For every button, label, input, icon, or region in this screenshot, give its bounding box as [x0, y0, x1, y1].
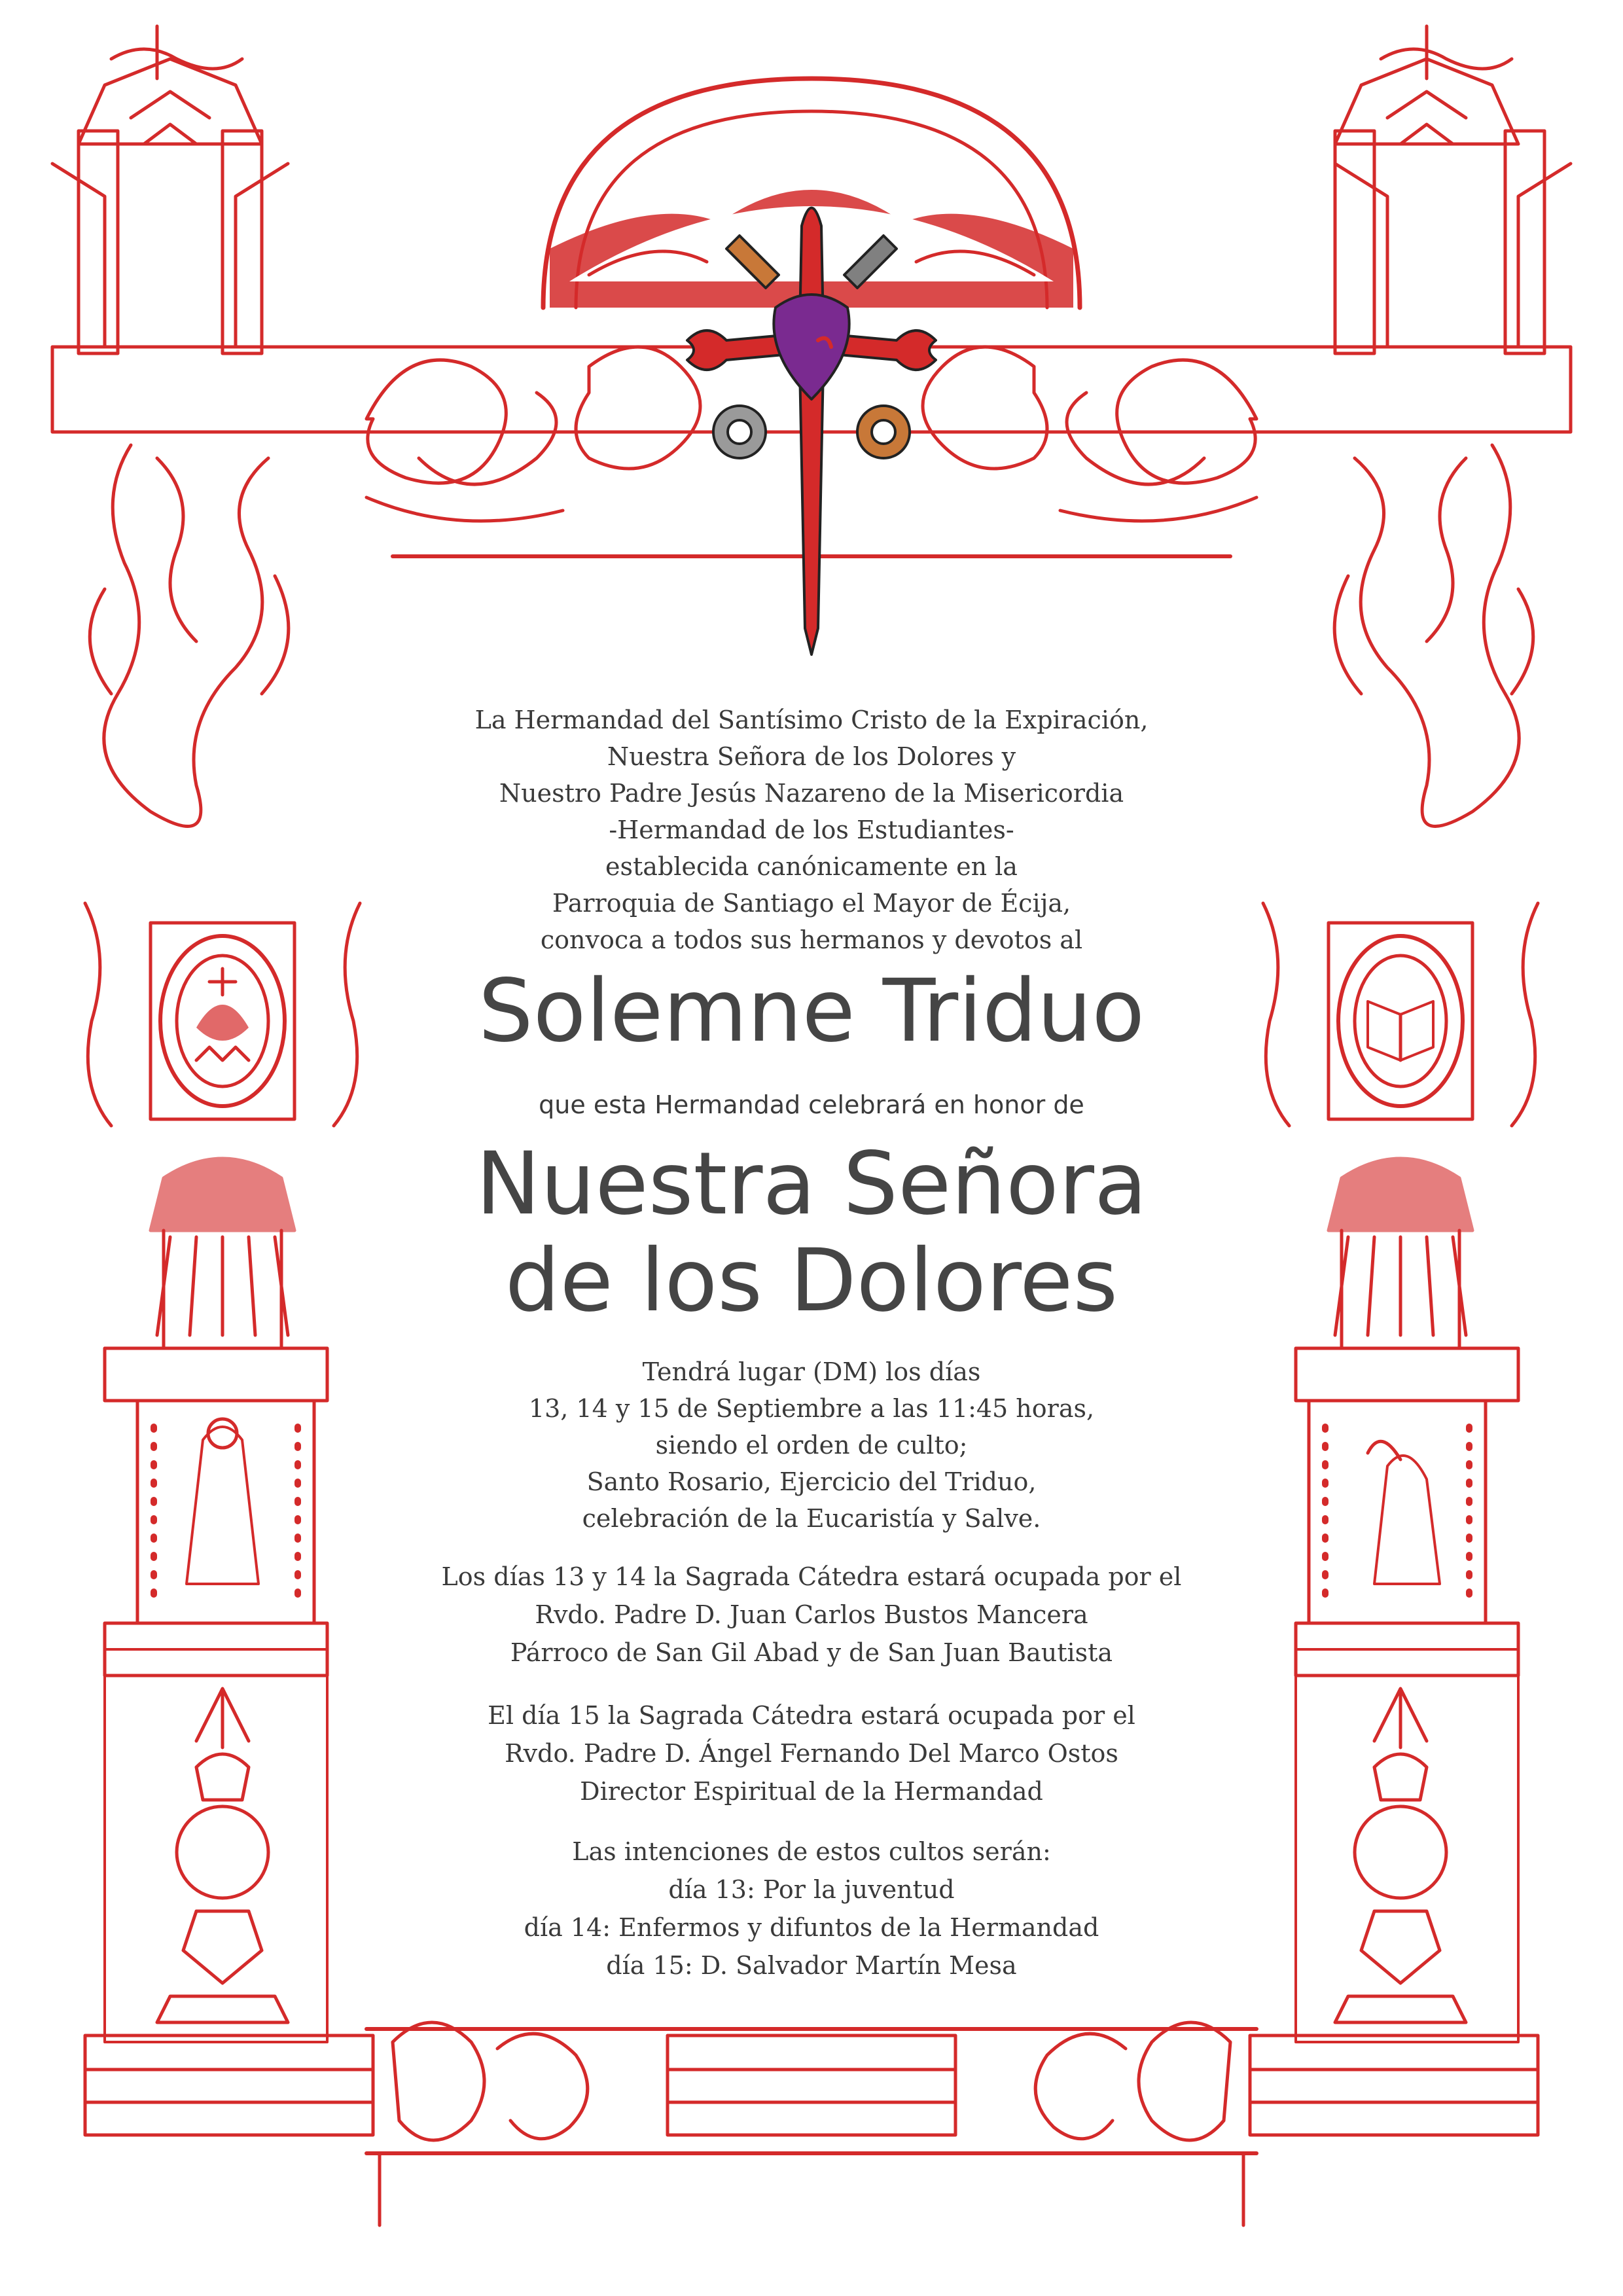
intentions-text — [366, 1833, 1257, 1984]
schedule-text — [366, 1354, 1257, 1537]
preacher-line: Rvdo. Padre D. Ángel Fernando Del Marco Ostos — [505, 1739, 1118, 1768]
schedule-line: Tendrá lugar (DM) los días — [642, 1357, 981, 1386]
preacher-line: Párroco de San Gil Abad y de San Juan Bautista — [510, 1638, 1113, 1667]
intro-line: establecida canónicamente en la — [605, 852, 1018, 881]
schedule-line: Santo Rosario, Ejercicio del Triduo, — [586, 1467, 1037, 1496]
schedule-line: 13, 14 y 15 de Septiembre a las 11:45 horas, — [528, 1394, 1095, 1423]
intentions-line: día 13: Por la juventud — [668, 1875, 955, 1904]
main-title: Solemne Triduo — [478, 961, 1145, 1062]
bottom-band — [85, 2022, 1538, 2225]
intro-line: Parroquia de Santiago el Mayor de Écija, — [552, 889, 1071, 918]
preacher-1-text — [366, 1558, 1257, 1672]
intro-text — [366, 702, 1257, 958]
intentions-line: día 15: D. Salvador Martín Mesa — [606, 1951, 1017, 1980]
intro-line: -Hermandad de los Estudiantes- — [609, 816, 1014, 844]
intro-line: Nuestro Padre Jesús Nazareno de la Misericordia — [499, 779, 1124, 808]
dedication-title — [366, 1136, 1257, 1329]
intro-line: La Hermandad del Santísimo Cristo de la Expiración, — [474, 706, 1149, 734]
dedication-title-line2: de los Dolores — [505, 1230, 1118, 1331]
intentions-line: Las intenciones de estos cultos serán: — [572, 1837, 1051, 1866]
preacher-line: Los días 13 y 14 la Sagrada Cátedra estará ocupada por el — [441, 1562, 1182, 1591]
preacher-line: Rvdo. Padre D. Juan Carlos Bustos Mancera — [535, 1600, 1088, 1629]
intro-line: Nuestra Señora de los Dolores y — [607, 742, 1016, 771]
dedication-title-line1: Nuestra Señora — [476, 1134, 1147, 1234]
intro-line: convoca a todos sus hermanos y devotos al — [540, 925, 1083, 954]
preacher-2-text — [366, 1696, 1257, 1810]
intentions-line: día 14: Enfermos y difuntos de la Hermandad — [524, 1913, 1099, 1942]
right-column — [1263, 26, 1571, 2042]
schedule-line: celebración de la Eucaristía y Salve. — [582, 1504, 1041, 1533]
left-column — [52, 26, 360, 2042]
schedule-line: siendo el orden de culto; — [655, 1431, 968, 1460]
preacher-line: El día 15 la Sagrada Cátedra estará ocupada por el — [488, 1701, 1135, 1730]
preacher-line: Director Espiritual de la Hermandad — [580, 1777, 1043, 1806]
subtitle: que esta Hermandad celebrará en honor de — [539, 1090, 1084, 1119]
